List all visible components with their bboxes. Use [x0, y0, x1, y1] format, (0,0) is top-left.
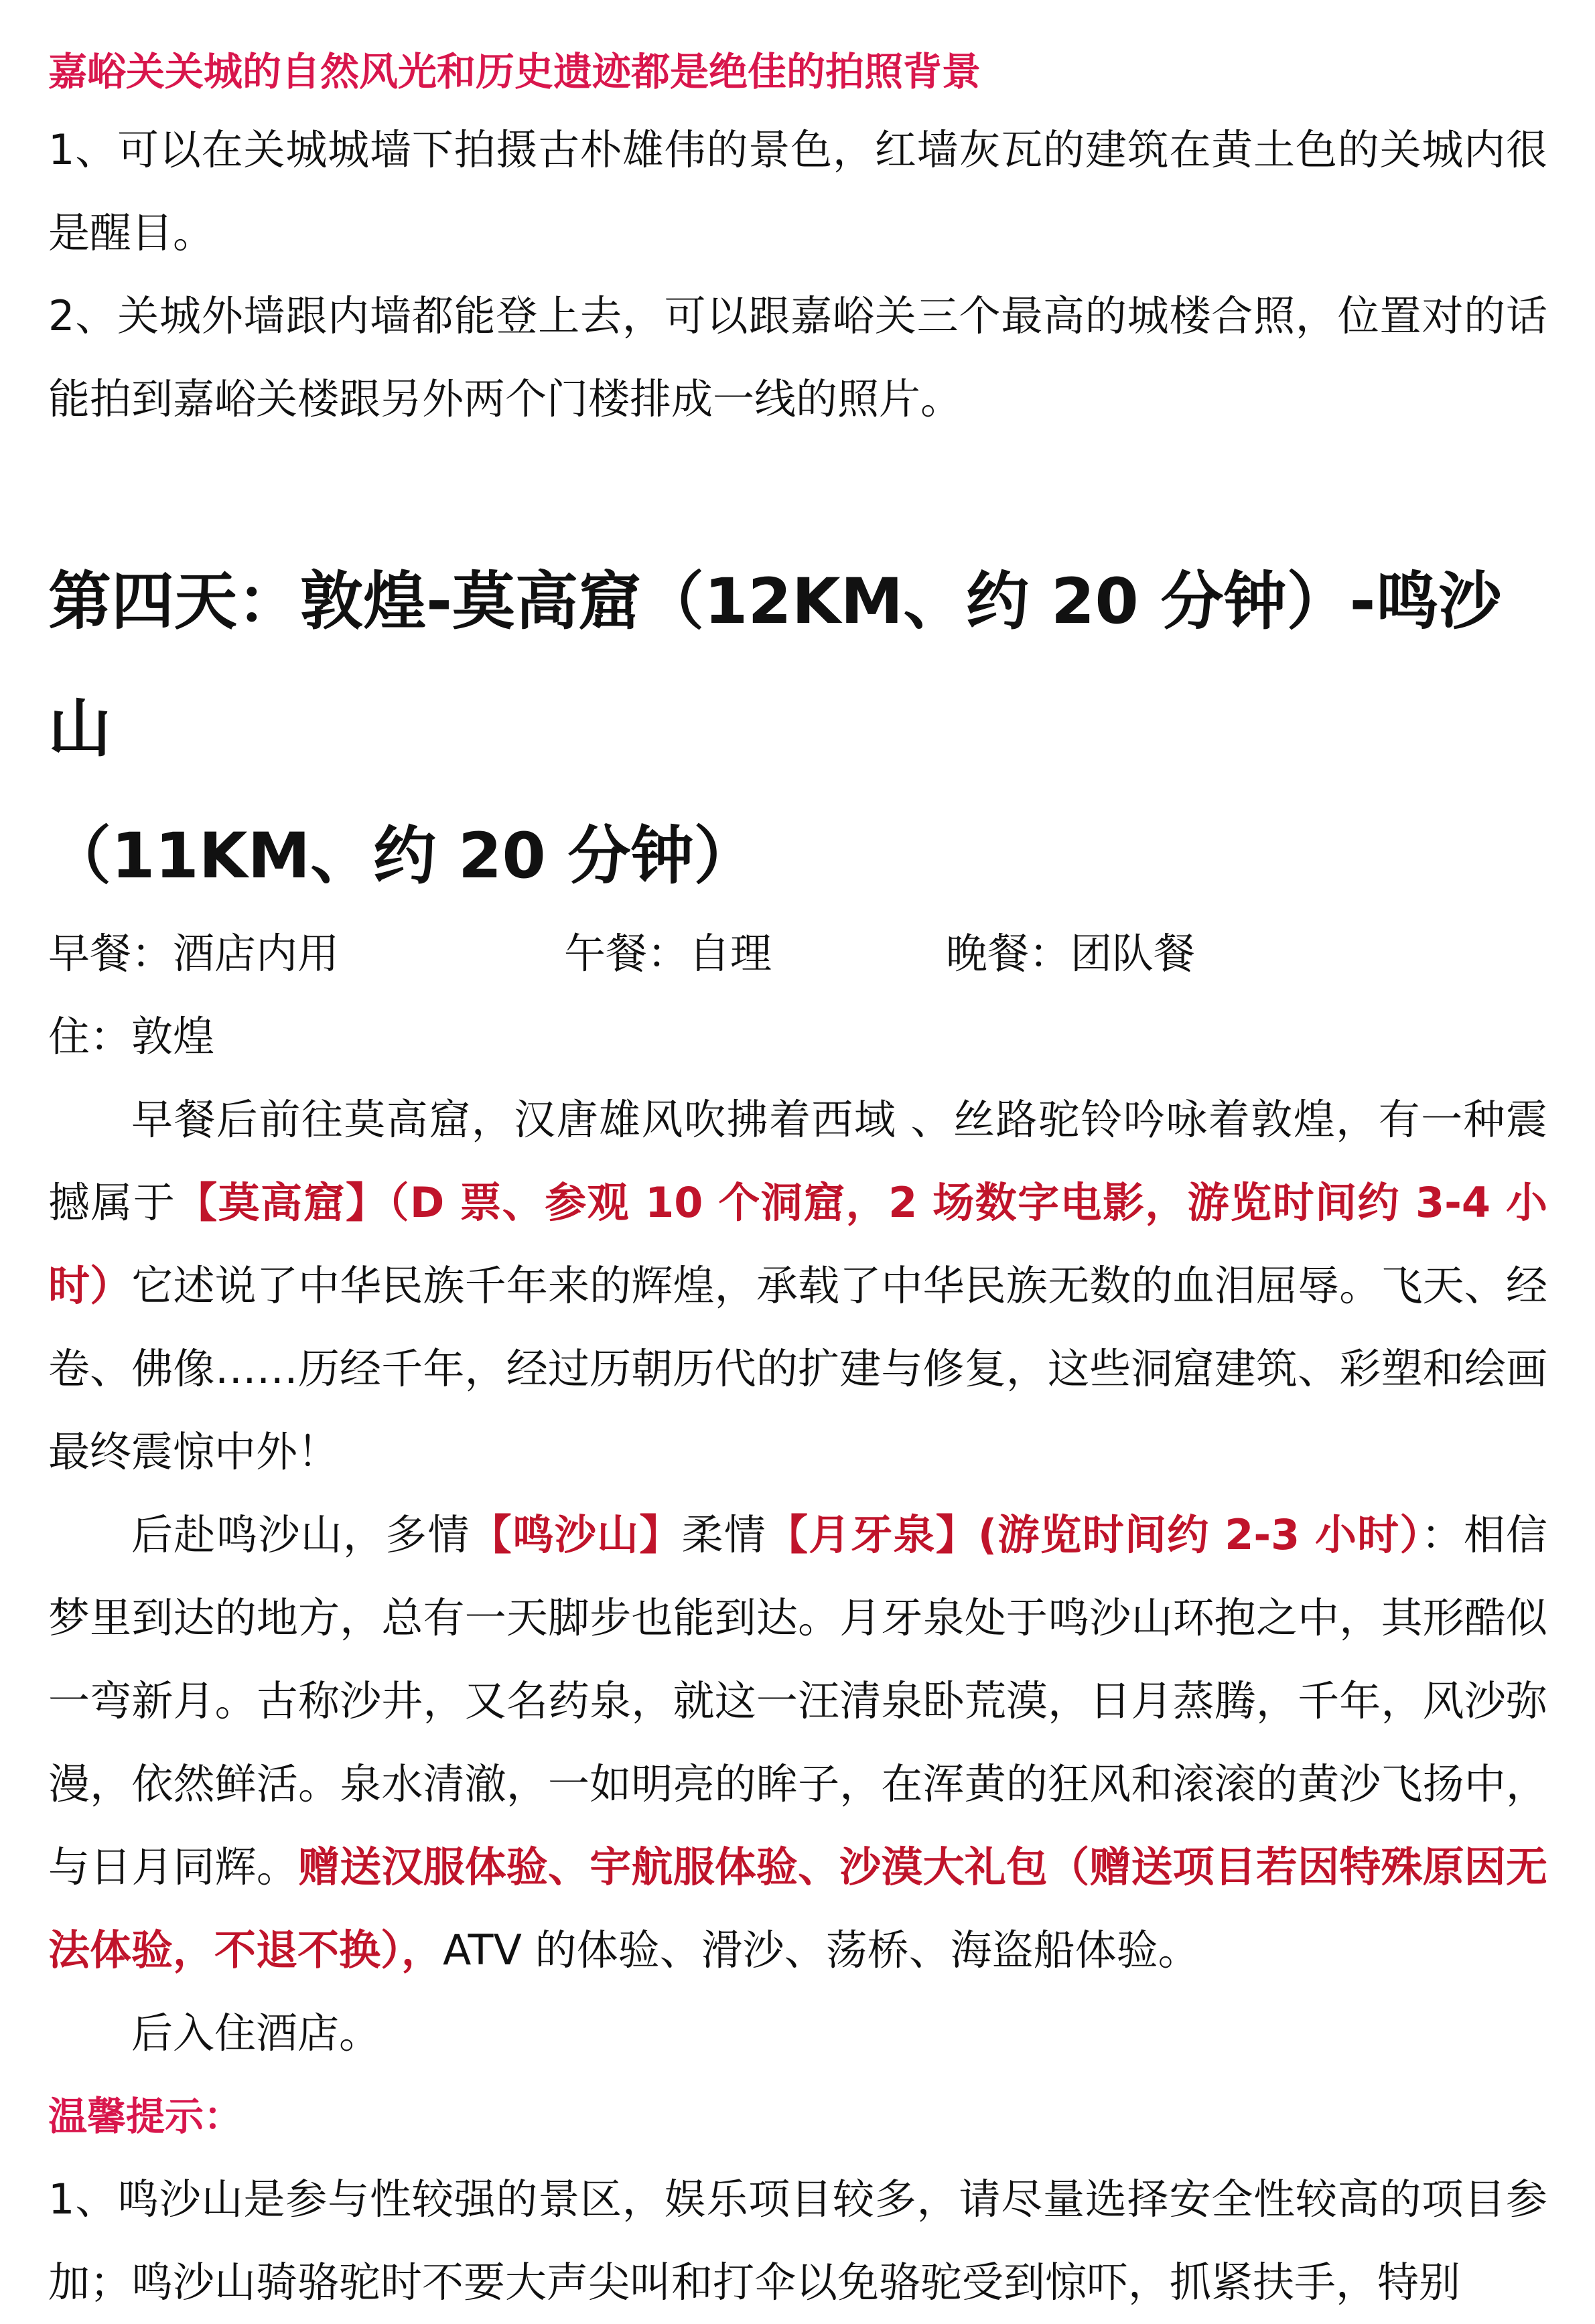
gift-highlight: 赠送汉服体验、宇航服体验、沙漠大礼包（赠送项目若因特殊原因无法体验，不退不换），	[48, 1842, 1547, 1974]
tip-1: 1、鸣沙山是参与性较强的景区，娱乐项目较多，请尽量选择安全性较高的项目参加；鸣沙山骑骆驼时不要大声尖叫和打伞以免骆驼受到惊吓，抓紧扶手，特别	[48, 2175, 1547, 2307]
tips-heading: 温馨提示：	[48, 2094, 243, 2139]
mingsha-text-c: ：相信梦里到达的地方，总有一天脚步也能到达。月牙泉处于鸣沙山环抱之中，其形酷似一弯新月。古称沙井，又名药泉，就这一汪清泉卧荒漠，日月蒸腾，千年，风沙弥漫，依然鲜活。泉水清澈，一如明亮的眸子，在浑黄的狂风和滚滚的黄沙飞扬中，与日月同辉。	[48, 1510, 1547, 1891]
mingsha-text-b: 柔情	[681, 1510, 766, 1559]
mogao-text-b: 它述说了中华民族千年来的辉煌，承载了中华民族无数的血泪屈辱。飞天、经卷、佛像……历经千年，经过历朝历代的扩建与修复，这些洞窟建筑、彩塑和绘画最终震惊中外！	[48, 1261, 1547, 1476]
meals-row	[48, 912, 1547, 995]
mingsha-paragraph	[48, 1494, 1547, 1992]
intro-item-1: 1、可以在关城城墙下拍摄古朴雄伟的景色，红墙灰瓦的建筑在黄土色的关城内很是醒目。	[48, 125, 1547, 257]
day4-title-line2: （11KM、约 20 分钟）	[48, 820, 757, 893]
lunch-label: 午餐：自理	[564, 929, 772, 978]
document-page	[48, 35, 1547, 2324]
mingsha-text-a: 后赴鸣沙山，多情	[131, 1510, 470, 1559]
dinner-label: 晚餐：团队餐	[946, 929, 1196, 978]
mogao-highlight: 【莫高窟】（D 票、参观 10 个洞窟，2 场数字电影，游览时间约 3-4 小时）	[48, 1178, 1547, 1310]
intro-heading: 嘉峪关关城的自然风光和历史遗迹都是绝佳的拍照背景	[48, 49, 981, 94]
mogao-paragraph	[48, 1078, 1547, 1494]
mingsha-text-d: ATV 的体验、滑沙、荡桥、海盗船体验。	[443, 1926, 1200, 1974]
day4-title	[48, 538, 1547, 920]
breakfast-label: 早餐：酒店内用	[48, 929, 340, 978]
hotel-paragraph: 后入住酒店。	[131, 2009, 381, 2057]
mingsha-highlight: 【鸣沙山】	[470, 1510, 682, 1559]
yueyaquan-highlight: 【月牙泉】(游览时间约 2-3 小时）	[766, 1510, 1421, 1559]
day4-title-line1: 第四天：敦煌-莫高窟（12KM、约 20 分钟）-鸣沙山	[48, 565, 1502, 766]
intro-item-2: 2、关城外墙跟内墙都能登上去，可以跟嘉峪关三个最高的城楼合照，位置对的话能拍到嘉峪关楼跟另外两个门楼排成一线的照片。	[48, 291, 1547, 423]
stay-label: 住：敦煌	[48, 1012, 215, 1061]
mogao-text-a: 早餐后前往莫高窟，汉唐雄风吹拂着西域 、丝路驼铃吟咏着敦煌，有一种震撼属于	[48, 1095, 1547, 1227]
